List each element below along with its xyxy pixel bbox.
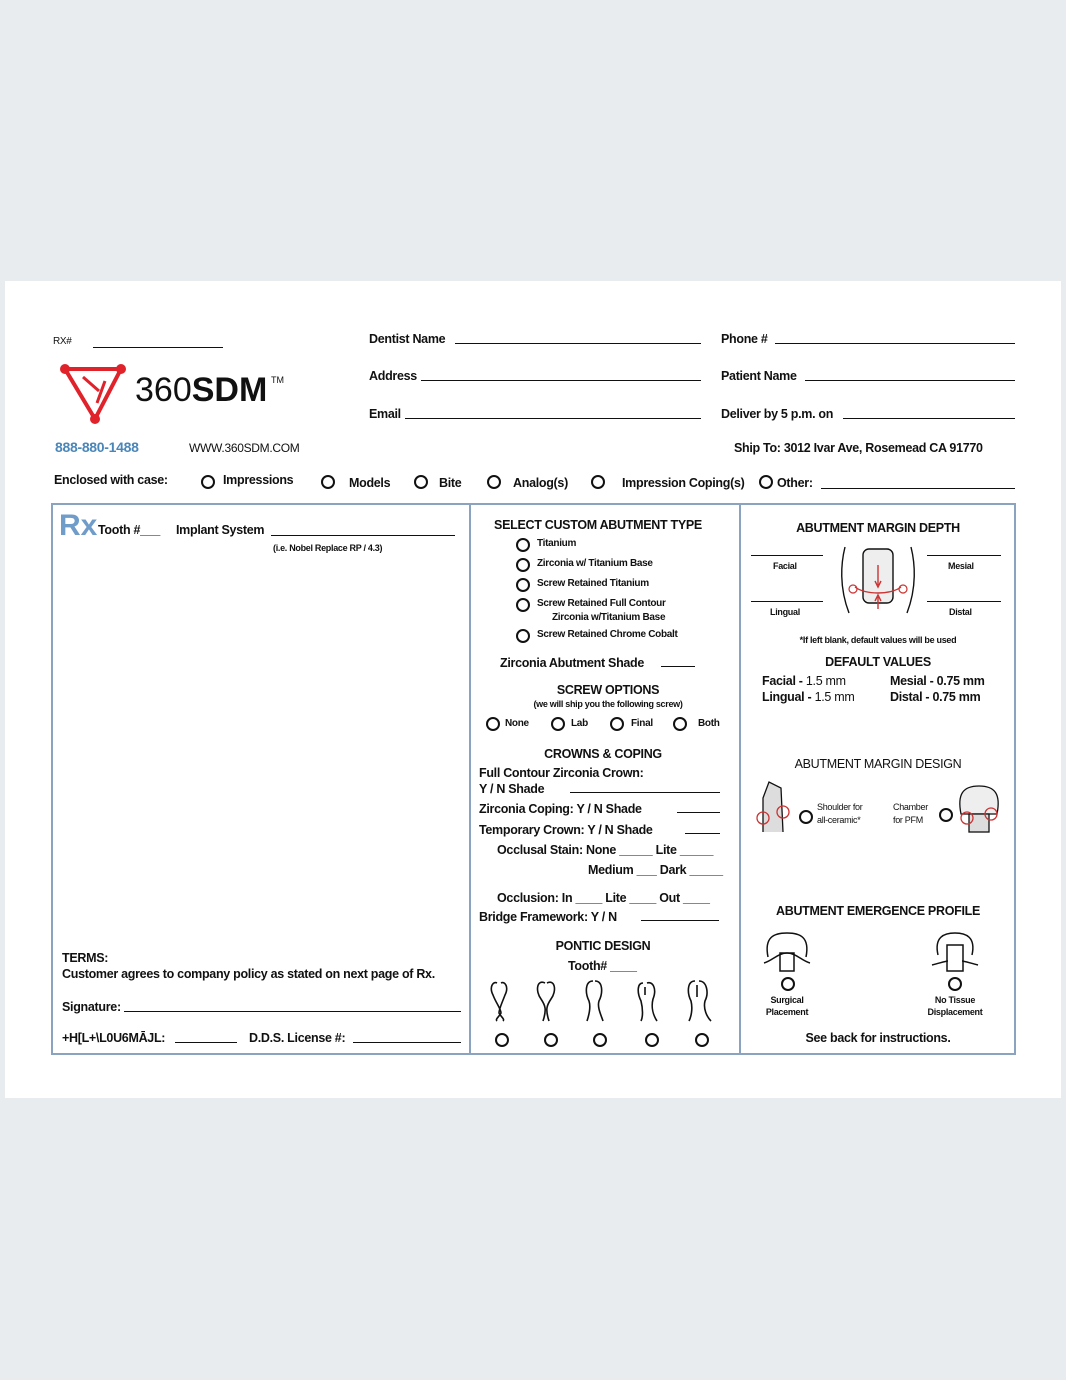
abutment-type-title: SELECT CUSTOM ABUTMENT TYPE [494, 518, 702, 532]
other-option: Other: [777, 476, 813, 490]
screw-full-contour-radio[interactable] [516, 598, 530, 612]
other-id-label: +H[L+\L0U6MĀJL: [62, 1031, 166, 1045]
blank-default-note: *If left blank, default values will be used [799, 635, 957, 645]
impression-copings-option: Impression Coping(s) [622, 476, 745, 490]
dentist-name-label: Dentist Name [369, 332, 446, 346]
screw-both-radio[interactable] [673, 717, 687, 731]
other-radio[interactable] [759, 475, 773, 489]
screw-none-option: None [505, 718, 529, 729]
brand-wordmark [135, 371, 267, 410]
address-field[interactable] [421, 380, 701, 381]
no-tissue-displacement-icon [930, 931, 980, 973]
bridge-framework-field[interactable] [641, 920, 719, 921]
facial-depth-field[interactable] [751, 555, 823, 556]
zirconia-titanium-option: Zirconia w/ Titanium Base [537, 558, 653, 569]
website-link[interactable]: WWW.360SDM.COM [189, 441, 300, 455]
surgical-label-2: Placement [765, 1007, 809, 1017]
margin-design-title: ABUTMENT MARGIN DESIGN [794, 757, 962, 771]
screw-titanium-option: Screw Retained Titanium [537, 578, 649, 589]
temporary-crown-label: Temporary Crown: Y / N Shade [479, 823, 653, 837]
analogs-option: Analog(s) [513, 476, 568, 490]
patient-name-label: Patient Name [721, 369, 797, 383]
facial-default [762, 674, 846, 688]
impressions-option: Impressions [223, 473, 294, 487]
zirconia-shade-label: Zirconia Abutment Shade [500, 656, 645, 670]
rx-symbol: Rx [59, 509, 98, 542]
titanium-option: Titanium [537, 538, 577, 549]
license-field[interactable] [353, 1042, 461, 1043]
address-label: Address [369, 369, 417, 383]
lingual-default [762, 690, 854, 704]
analogs-radio[interactable] [487, 475, 501, 489]
column-divider-1 [469, 503, 471, 1055]
implant-system-hint: (i.e. Nobel Replace RP / 4.3) [273, 543, 383, 553]
chamber-label-1: Chamber [893, 802, 928, 812]
shoulder-label-2: all-ceramic* [817, 815, 861, 825]
implant-system-field[interactable] [271, 535, 455, 536]
pontic-design-title: PONTIC DESIGN [555, 939, 651, 953]
emergence-profile-title: ABUTMENT EMERGENCE PROFILE [775, 904, 980, 918]
dentist-name-field[interactable] [455, 343, 701, 344]
zirconia-coping-shade-field[interactable] [677, 812, 720, 813]
shoulder-label-1: Shoulder for [817, 802, 863, 812]
see-back-note: See back for instructions. [805, 1031, 951, 1045]
email-field[interactable] [405, 418, 701, 419]
titanium-radio[interactable] [516, 538, 530, 552]
rx-form-sheet [5, 281, 1061, 1098]
tissue-label-2: Displacement [927, 1007, 983, 1017]
occlusion-label: Occlusion: In ____ Lite ____ Out ____ [497, 891, 710, 905]
rx-label: RX# [53, 336, 72, 347]
mesial-default: Mesial - 0.75 mm [890, 674, 985, 688]
screw-chrome-cobalt-radio[interactable] [516, 629, 530, 643]
brand-logo-icon [57, 363, 129, 425]
screw-full-contour-option: Screw Retained Full Contour [537, 598, 666, 609]
chamber-label-2: for PFM [893, 815, 923, 825]
mesial-label: Mesial [948, 561, 974, 571]
brand-bold-text: SDM [191, 371, 268, 409]
bridge-framework-label: Bridge Framework: Y / N [479, 910, 617, 924]
deliver-label: Deliver by 5 p.m. on [721, 407, 834, 421]
signature-field[interactable] [124, 1011, 461, 1012]
zirconia-coping-label: Zirconia Coping: Y / N Shade [479, 802, 642, 816]
zirconia-shade-field[interactable] [661, 666, 695, 667]
screw-final-option: Final [631, 718, 653, 729]
impressions-radio[interactable] [201, 475, 215, 489]
margin-depth-title: ABUTMENT MARGIN DEPTH [796, 521, 960, 535]
impression-copings-radio[interactable] [591, 475, 605, 489]
distal-depth-field[interactable] [927, 601, 1001, 602]
models-radio[interactable] [321, 475, 335, 489]
deliver-date-field[interactable] [843, 418, 1015, 419]
phone-field[interactable] [775, 343, 1015, 344]
models-option: Models [349, 476, 391, 490]
other-field[interactable] [821, 488, 1015, 489]
license-label: D.D.S. License #: [249, 1031, 346, 1045]
zirconia-titanium-radio[interactable] [516, 558, 530, 572]
terms-title: TERMS: [62, 951, 109, 965]
shoulder-margin-icon [753, 778, 793, 836]
signature-label: Signature: [62, 1000, 121, 1014]
occlusal-stain-label-2: Medium ___ Dark _____ [588, 863, 723, 877]
no-tissue-displacement-radio[interactable] [948, 977, 962, 991]
column-divider-2 [739, 503, 741, 1055]
terms-text: Customer agrees to company policy as stated on next page of Rx. [62, 967, 435, 981]
distal-label: Distal [949, 607, 972, 617]
pontic-design-5-radio[interactable] [695, 1033, 709, 1047]
bite-option: Bite [439, 476, 462, 490]
brand-light-text: 360 [135, 371, 192, 409]
implant-system-label: Implant System [176, 523, 265, 537]
other-id-field[interactable] [175, 1042, 237, 1043]
pontic-design-3-radio[interactable] [593, 1033, 607, 1047]
full-contour-label: Full Contour Zirconia Crown: [479, 766, 644, 780]
bite-radio[interactable] [414, 475, 428, 489]
screw-options-title: SCREW OPTIONS [556, 683, 660, 697]
enclosed-label: Enclosed with case: [54, 473, 168, 487]
default-values-title: DEFAULT VALUES [825, 655, 931, 669]
tissue-label-1: No Tissue [934, 995, 976, 1005]
shoulder-radio[interactable] [799, 810, 813, 824]
temporary-crown-shade-field[interactable] [685, 833, 720, 834]
phone-number: 888-880-1488 [55, 439, 139, 455]
abutment-depth-diagram-icon [835, 543, 921, 615]
lingual-default-value: 1.5 mm [814, 690, 855, 704]
rx-number-field[interactable] [93, 347, 223, 348]
phone-label: Phone # [721, 332, 768, 346]
tooth-number-label: Tooth #___ [98, 523, 161, 537]
screw-full-contour-option-line2: Zirconia w/Titanium Base [552, 612, 666, 623]
full-contour-shade-field[interactable] [570, 792, 720, 793]
lingual-label: Lingual [770, 607, 800, 617]
lingual-default-label: Lingual - [762, 690, 812, 704]
screw-titanium-radio[interactable] [516, 578, 530, 592]
patient-name-field[interactable] [805, 380, 1015, 381]
mesial-depth-field[interactable] [927, 555, 1001, 556]
surgical-placement-icon [762, 931, 812, 973]
chamber-margin-icon [955, 784, 1003, 836]
distal-default: Distal - 0.75 mm [890, 690, 981, 704]
facial-label: Facial [773, 561, 797, 571]
occlusal-stain-label: Occlusal Stain: None _____ Lite _____ [497, 843, 714, 857]
screw-lab-option: Lab [571, 718, 588, 729]
facial-default-value: 1.5 mm [805, 674, 846, 688]
facial-default-label: Facial - [762, 674, 803, 688]
lingual-depth-field[interactable] [751, 601, 823, 602]
surgical-placement-radio[interactable] [781, 977, 795, 991]
screw-options-subtitle: (we will ship you the following screw) [533, 699, 683, 709]
pontic-design-4-radio[interactable] [645, 1033, 659, 1047]
pontic-design-2-radio[interactable] [544, 1033, 558, 1047]
trademark: TM [271, 375, 284, 385]
crowns-coping-title: CROWNS & COPING [544, 747, 662, 761]
screw-final-radio[interactable] [610, 717, 624, 731]
screw-none-radio[interactable] [486, 717, 500, 731]
full-contour-yn: Y / N Shade [479, 782, 545, 796]
ship-to-address: Ship To: 3012 Ivar Ave, Rosemead CA 91770 [734, 441, 983, 455]
email-label: Email [369, 407, 401, 421]
surgical-label-1: Surgical [770, 995, 804, 1005]
pontic-design-1-radio[interactable] [495, 1033, 509, 1047]
screw-lab-radio[interactable] [551, 717, 565, 731]
chamber-radio[interactable] [939, 808, 953, 822]
pontic-tooth-label: Tooth# ____ [568, 959, 637, 973]
screw-chrome-cobalt-option: Screw Retained Chrome Cobalt [537, 629, 678, 640]
screw-both-option: Both [698, 718, 720, 729]
